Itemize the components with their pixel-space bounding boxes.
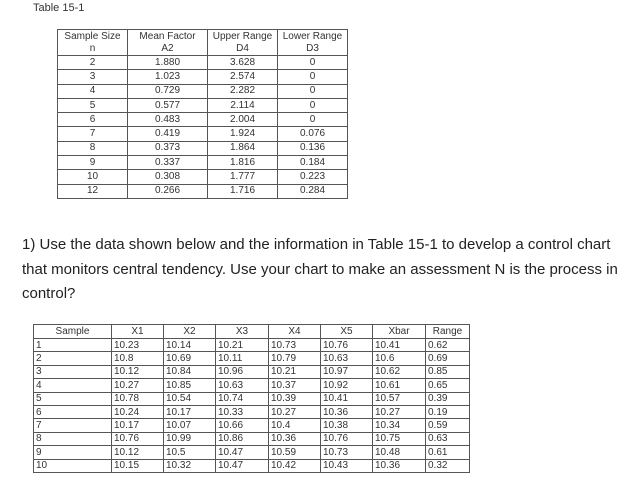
table-row: [58, 156, 348, 170]
table-cell: 10.36: [269, 432, 321, 445]
table-cell: 0: [278, 98, 348, 112]
sample-header-cell: Sample: [34, 325, 112, 339]
table-cell: 7: [58, 127, 128, 141]
table-cell: 10.42: [269, 459, 321, 472]
table-cell: 10.47: [216, 459, 269, 472]
table-cell: 10.76: [321, 339, 373, 352]
table-cell: 0.577: [128, 98, 208, 112]
table-row: [34, 446, 470, 459]
table-caption: Table 15-1: [33, 2, 85, 14]
sample-header-cell: X1: [112, 325, 164, 339]
table-row: [58, 98, 348, 112]
table-row: [58, 170, 348, 184]
table-cell: 0.729: [128, 84, 208, 98]
table-row: [34, 419, 470, 432]
table-cell: 10.8: [112, 352, 164, 365]
table-cell: 10.39: [269, 392, 321, 405]
table-cell: 10.27: [373, 405, 426, 418]
table-cell: 10.34: [373, 419, 426, 432]
table-cell: 0.62: [426, 339, 470, 352]
table-cell: 0.19: [426, 405, 470, 418]
table-cell: 7: [34, 419, 112, 432]
table-cell: 10.69: [164, 352, 216, 365]
table-row: [34, 405, 470, 418]
table-cell: 10.37: [269, 379, 321, 392]
sample-header-cell: X3: [216, 325, 269, 339]
table-cell: 10.33: [216, 405, 269, 418]
table-cell: 10.59: [269, 446, 321, 459]
table-cell: 8: [34, 432, 112, 445]
table-cell: 10.21: [269, 365, 321, 378]
sample-table-header: [34, 325, 470, 339]
table-cell: 0.266: [128, 184, 208, 198]
table-cell: 10.79: [269, 352, 321, 365]
table-cell: 9: [58, 156, 128, 170]
table-cell: 10.41: [321, 392, 373, 405]
table-cell: 10.11: [216, 352, 269, 365]
table-cell: 8: [58, 141, 128, 155]
sample-header-cell: Range: [426, 325, 470, 339]
table-row: [34, 459, 470, 472]
table-cell: 10.07: [164, 419, 216, 432]
table-cell: 0.308: [128, 170, 208, 184]
table-cell: 2: [34, 352, 112, 365]
table-cell: 0.284: [278, 184, 348, 198]
table-row: [58, 70, 348, 84]
table-cell: 10.97: [321, 365, 373, 378]
header-symbol: D3: [306, 43, 319, 54]
table-cell: 4: [58, 84, 128, 98]
table-cell: 10.63: [216, 379, 269, 392]
table-cell: 10.23: [112, 339, 164, 352]
table-cell: 10.38: [321, 419, 373, 432]
table-cell: 3: [58, 70, 128, 84]
table-cell: 10.36: [373, 459, 426, 472]
table-cell: 10.73: [321, 446, 373, 459]
table-row: [34, 379, 470, 392]
table-cell: 10: [58, 170, 128, 184]
sample-header-cell: Xbar: [373, 325, 426, 339]
table-cell: 1.023: [128, 70, 208, 84]
factors-header-cell: [128, 30, 208, 56]
table-cell: 5: [58, 98, 128, 112]
table-cell: 1.880: [128, 56, 208, 70]
header-symbol: A2: [161, 43, 174, 54]
factors-table-header: [58, 30, 348, 56]
table-cell: 10.85: [164, 379, 216, 392]
factors-header-cell: [58, 30, 128, 56]
table-cell: 0.69: [426, 352, 470, 365]
header-title: Lower Range: [282, 31, 343, 42]
table-cell: 10.27: [112, 379, 164, 392]
table-cell: 10.12: [112, 446, 164, 459]
table-cell: 6: [58, 113, 128, 127]
table-cell: 10.14: [164, 339, 216, 352]
table-cell: 10.75: [373, 432, 426, 445]
table-cell: 10.78: [112, 392, 164, 405]
table-cell: 0: [278, 84, 348, 98]
table-cell: 10.63: [321, 352, 373, 365]
table-row: [58, 184, 348, 198]
table-cell: 1.716: [208, 184, 278, 198]
table-cell: 0.184: [278, 156, 348, 170]
factors-header-cell: [278, 30, 348, 56]
sample-header-cell: X2: [164, 325, 216, 339]
table-cell: 10.36: [321, 405, 373, 418]
table-row: [34, 432, 470, 445]
table-cell: 10.92: [321, 379, 373, 392]
table-cell: 4: [34, 379, 112, 392]
table-cell: 10.66: [216, 419, 269, 432]
table-cell: 6: [34, 405, 112, 418]
table-cell: 10.24: [112, 405, 164, 418]
table-cell: 1.924: [208, 127, 278, 141]
header-symbol: D4: [236, 43, 249, 54]
table-cell: 3.628: [208, 56, 278, 70]
table-cell: 0.63: [426, 432, 470, 445]
table-cell: 10.4: [269, 419, 321, 432]
table-cell: 0: [278, 113, 348, 127]
question-text: 1) Use the data shown below and the information in Table 15-1 to develop a control chart that monitors central tendency. Use your chart to make an assessment N is the process in control?: [22, 236, 618, 302]
table-cell: 0.337: [128, 156, 208, 170]
sample-header-cell: X4: [269, 325, 321, 339]
table-cell: 0.483: [128, 113, 208, 127]
table-cell: 10.76: [112, 432, 164, 445]
table-cell: 0.32: [426, 459, 470, 472]
table-cell: 10.54: [164, 392, 216, 405]
table-cell: 0.61: [426, 446, 470, 459]
table-cell: 2.574: [208, 70, 278, 84]
table-cell: 10.21: [216, 339, 269, 352]
table-cell: 0.076: [278, 127, 348, 141]
table-cell: 10.86: [216, 432, 269, 445]
table-cell: 2.004: [208, 113, 278, 127]
table-cell: 0.65: [426, 379, 470, 392]
header-title: Sample Size: [64, 31, 121, 42]
table-cell: 0.39: [426, 392, 470, 405]
table-cell: 1.777: [208, 170, 278, 184]
table-cell: 0.223: [278, 170, 348, 184]
table-cell: 2.114: [208, 98, 278, 112]
table-cell: 10.96: [216, 365, 269, 378]
table-cell: 10.15: [112, 459, 164, 472]
table-cell: 10.61: [373, 379, 426, 392]
table-cell: 10.5: [164, 446, 216, 459]
table-cell: 10.57: [373, 392, 426, 405]
table-cell: 10.6: [373, 352, 426, 365]
table-cell: 10.27: [269, 405, 321, 418]
table-cell: 10.76: [321, 432, 373, 445]
table-cell: 1: [34, 339, 112, 352]
table-cell: 0.136: [278, 141, 348, 155]
table-row: [58, 141, 348, 155]
table-cell: 1.816: [208, 156, 278, 170]
header-title: Upper Range: [212, 31, 273, 42]
table-row: [58, 56, 348, 70]
table-cell: 10.12: [112, 365, 164, 378]
header-title: Mean Factor: [139, 31, 196, 42]
table-cell: 3: [34, 365, 112, 378]
table-cell: 0.59: [426, 419, 470, 432]
header-symbol: n: [89, 43, 96, 54]
table-cell: 10.84: [164, 365, 216, 378]
table-cell: 10.17: [112, 419, 164, 432]
table-cell: 10.32: [164, 459, 216, 472]
table-cell: 10.73: [269, 339, 321, 352]
table-cell: 10.17: [164, 405, 216, 418]
factors-table: [57, 29, 348, 199]
table-cell: 0: [278, 70, 348, 84]
table-cell: 2.282: [208, 84, 278, 98]
table-cell: 10.48: [373, 446, 426, 459]
table-cell: 0.85: [426, 365, 470, 378]
table-row: [58, 127, 348, 141]
table-cell: 10.41: [373, 339, 426, 352]
table-cell: 10: [34, 459, 112, 472]
table-row: [58, 84, 348, 98]
table-cell: 10.99: [164, 432, 216, 445]
table-row: [34, 352, 470, 365]
table-cell: 10.62: [373, 365, 426, 378]
table-cell: 9: [34, 446, 112, 459]
sample-header-cell: X5: [321, 325, 373, 339]
table-row: [34, 339, 470, 352]
table-row: [34, 365, 470, 378]
factors-header-cell: [208, 30, 278, 56]
table-cell: 0: [278, 56, 348, 70]
table-cell: 0.419: [128, 127, 208, 141]
table-cell: 1.864: [208, 141, 278, 155]
sample-data-table: [33, 324, 470, 473]
table-cell: 10.74: [216, 392, 269, 405]
table-cell: 10.43: [321, 459, 373, 472]
table-cell: 2: [58, 56, 128, 70]
table-cell: 5: [34, 392, 112, 405]
table-row: [58, 113, 348, 127]
table-cell: 0.373: [128, 141, 208, 155]
table-cell: 10.47: [216, 446, 269, 459]
table-row: [34, 392, 470, 405]
table-cell: 12: [58, 184, 128, 198]
